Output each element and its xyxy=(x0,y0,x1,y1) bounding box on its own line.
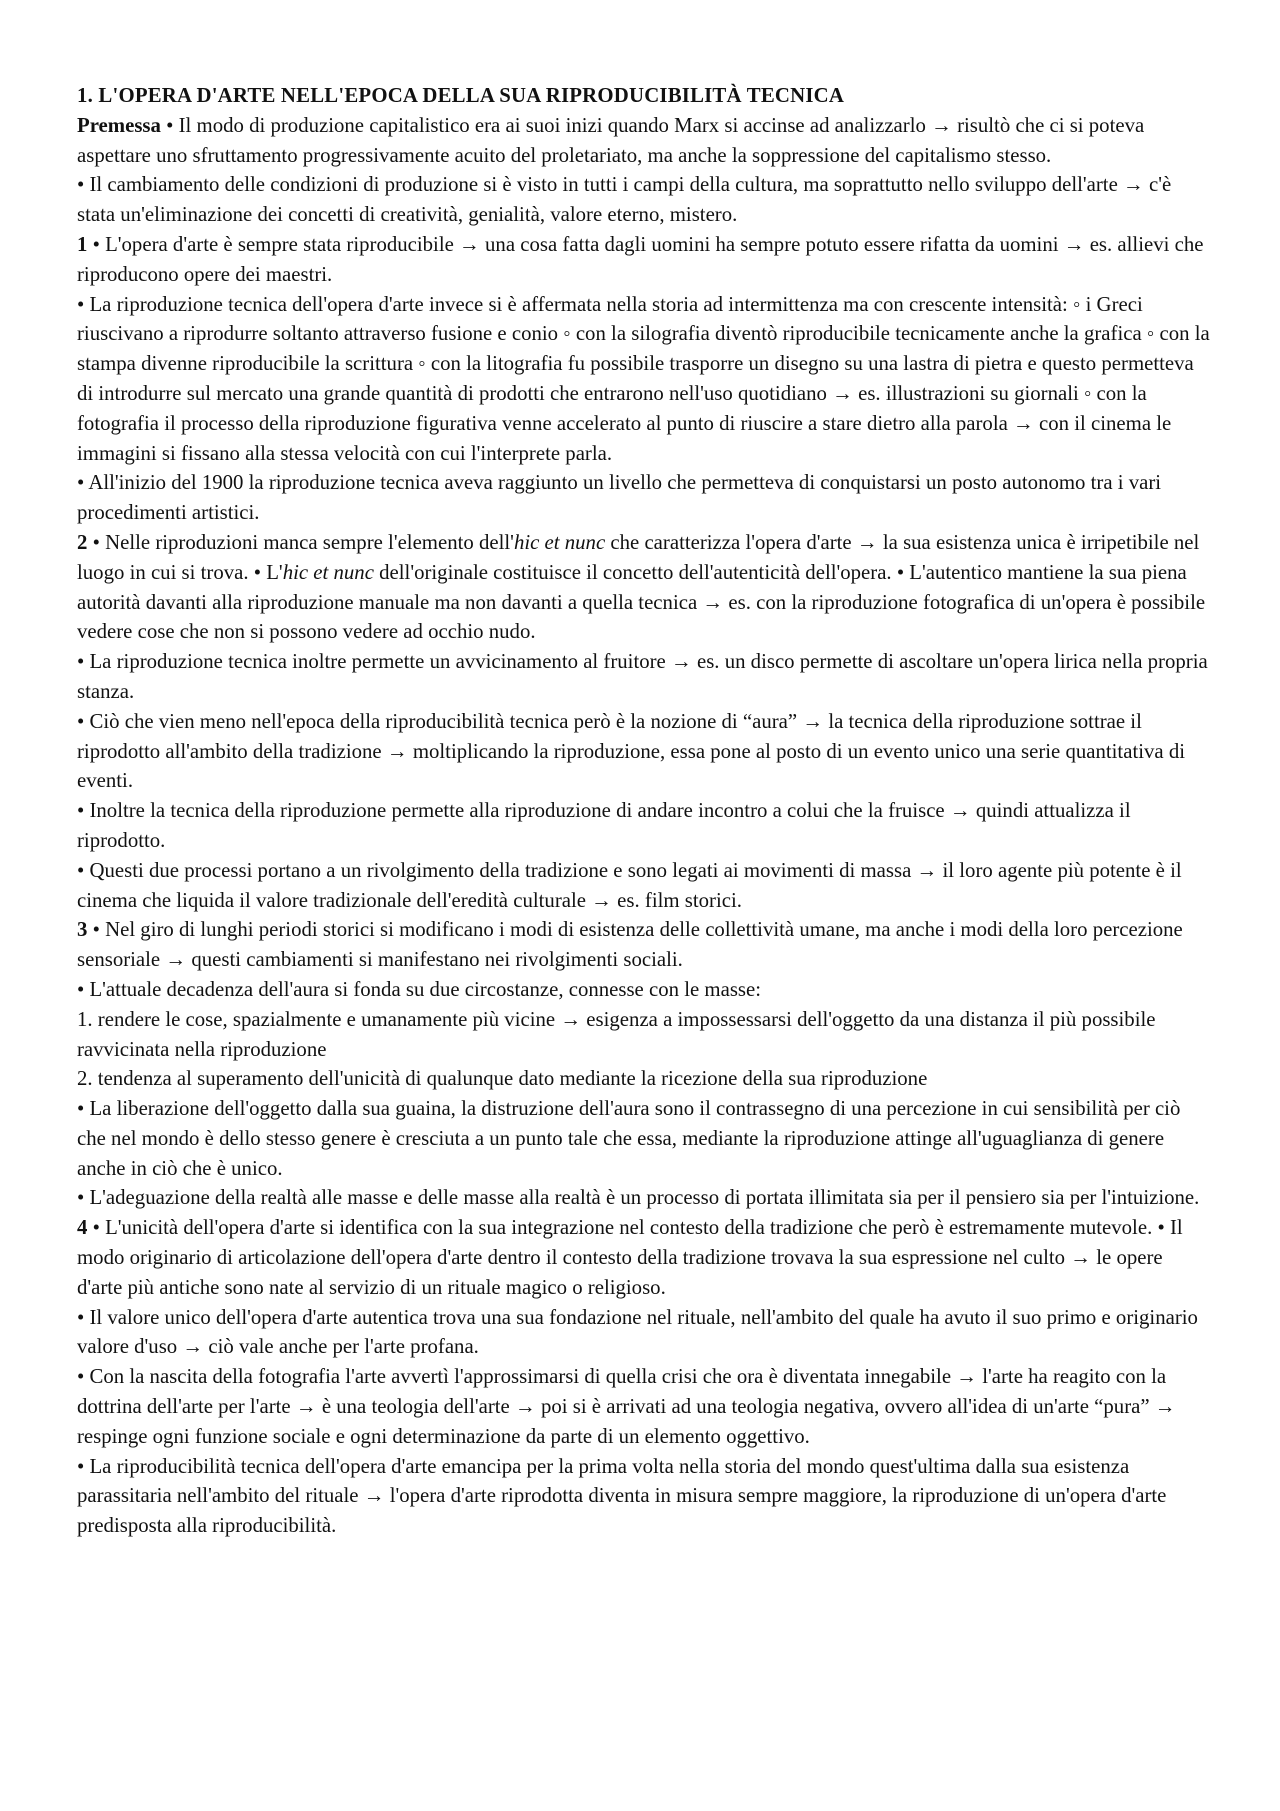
list-item xyxy=(77,1064,1210,1094)
paragraph-text: • Il valore unico dell'opera d'arte autentica trova una sua fondazione nel rituale, nell'ambito del quale ha avuto il suo primo e originario valore d'uso → ciò vale anche per l'arte profana. xyxy=(77,1305,1198,1359)
paragraph-label: 4 xyxy=(77,1216,88,1240)
paragraph-point-1 xyxy=(77,230,1210,290)
list-item xyxy=(77,1005,1210,1065)
paragraph xyxy=(77,170,1210,230)
paragraph-text: • Il modo di produzione capitalistico era ai suoi inizi quando Marx si accinse ad analizzarlo → risultò che ci si poteva aspettare uno sfruttamento progressivamente acuito del proletariato, ma anche la soppressione del capitalismo stesso. xyxy=(77,113,1145,167)
paragraph xyxy=(77,647,1210,707)
paragraph-text: • L'attuale decadenza dell'aura si fonda su due circostanze, connesse con le masse: xyxy=(77,977,762,1001)
paragraph-text: dell'originale costituisce il concetto dell'autenticità dell'opera. • L'autentico mantiene la sua piena autorità davanti alla riproduzione manuale ma non davanti a quella tecnica → es. con la riproduzione fotografica di un'opera è possibile vedere cose che non si possono vedere ad occhio nudo. xyxy=(77,560,1206,644)
paragraph-text: • Con la nascita della fotografia l'arte avvertì l'approssimarsi di quella crisi che ora è diventata innegabile → l'arte ha reagito con la dottrina dell'arte per l'arte → è una teologia dell'arte → poi si è arrivati ad una teologia negativa, ovvero all'idea di un'arte “pura” → respinge ogni funzione sociale e ogni determinazione da parte di un elemento oggettivo. xyxy=(77,1365,1176,1448)
paragraph-point-4 xyxy=(77,1213,1210,1302)
paragraph xyxy=(77,856,1210,916)
paragraph xyxy=(77,1452,1210,1541)
paragraph-text: • Inoltre la tecnica della riproduzione permette alla riproduzione di andare incontro a colui che la fruisce → quindi attualizza il riprodotto. xyxy=(77,799,1131,852)
paragraph-premessa xyxy=(77,111,1210,171)
paragraph-point-2 xyxy=(77,528,1210,647)
paragraph xyxy=(77,707,1210,796)
italic-term: hic et nunc xyxy=(513,530,606,554)
paragraph-text: • La riproducibilità tecnica dell'opera d'arte emancipa per la prima volta nella storia del mondo quest'ultima dalla sua esistenza parassitaria nell'ambito del rituale → l'opera d'arte riprodotta diventa in misura sempre maggiore, la riproduzione di un'opera d'arte predisposta alla riproducibilità. xyxy=(77,1454,1167,1538)
paragraph xyxy=(77,1183,1210,1213)
paragraph-text: • L'adeguazione della realtà alle masse e delle masse alla realtà è un processo di portata illimitata sia per il pensiero sia per l'intuizione. xyxy=(77,1186,1200,1210)
paragraph-label: Premessa xyxy=(77,113,161,137)
paragraph-point-3 xyxy=(77,915,1210,975)
paragraph xyxy=(77,290,1210,469)
paragraph-text: 2. tendenza al superamento dell'unicità di qualunque dato mediante la ricezione della sua riproduzione xyxy=(77,1067,928,1091)
paragraph xyxy=(77,796,1210,856)
paragraph-label: 2 xyxy=(77,530,88,554)
paragraph-label: 3 xyxy=(77,918,88,942)
paragraph-text: • L'opera d'arte è sempre stata riproducibile → una cosa fatta dagli uomini ha sempre potuto essere rifatta da uomini → es. allievi che riproducono opere dei maestri. xyxy=(77,232,1204,286)
paragraph xyxy=(77,1362,1210,1451)
paragraph xyxy=(77,1303,1210,1363)
paragraph-text: 1. rendere le cose, spazialmente e umanamente più vicine → esigenza a impossessarsi dell'oggetto da una distanza il più possibile ravvicinata nella riproduzione xyxy=(77,1007,1156,1061)
paragraph-text: • La liberazione dell'oggetto dalla sua guaina, la distruzione dell'aura sono il contrassegno di una percezione in cui sensibilità per ciò che nel mondo è dello stesso genere è cresciuta a un punto tale che essa, mediante la riproduzione attinge all'uguaglianza di genere anche in ciò che è unico. xyxy=(77,1097,1181,1180)
italic-term: hic et nunc xyxy=(282,560,374,584)
paragraph-text: • L'unicità dell'opera d'arte si identifica con la sua integrazione nel contesto della tradizione che però è estremamente mutevole. • Il modo originario di articolazione dell'opera d'arte dentro il contesto della tradizione trovava la sua espressione nel culto → le opere d'arte più antiche sono nate al servizio di un rituale magico o religioso. xyxy=(77,1216,1183,1299)
paragraph-text: • All'inizio del 1900 la riproduzione tecnica aveva raggiunto un livello che permetteva di conquistarsi un posto autonomo tra i vari procedimenti artistici. xyxy=(77,471,1162,525)
paragraph xyxy=(77,468,1210,528)
paragraph-text: • Nel giro di lunghi periodi storici si modificano i modi di esistenza delle collettività umane, ma anche i modi della loro percezione sensoriale → questi cambiamenti si manifestano nei rivolgimenti sociali. xyxy=(77,918,1183,972)
paragraph-label: 1 xyxy=(77,232,88,256)
paragraph-text: • Il cambiamento delle condizioni di produzione si è visto in tutti i campi della cultura, ma soprattutto nello sviluppo dell'arte → c'è stata un'eliminazione dei concetti di creatività, genialità, valore eterno, mistero. xyxy=(77,173,1172,227)
document-title: 1. L'OPERA D'ARTE NELL'EPOCA DELLA SUA RIPRODUCIBILITÀ TECNICA xyxy=(77,84,845,107)
paragraph-text: • La riproduzione tecnica dell'opera d'arte invece si è affermata nella storia ad intermittenza ma con crescente intensità: ◦ i Greci riuscivano a riprodurre soltanto attraverso fusione e conio ◦ con la silografia diventò riproducibile tecnicamente anche la grafica ◦ con la stampa divenne riproducibile la scrittura ◦ con la litografia fu possibile trasporre un disegno su una lastra di pietra e questo permetteva di introdurre sul mercato una grande quantità di prodotti che entrarono nell'uso quotidiano → es. illustrazioni su giornali ◦ con la fotografia il processo della riproduzione figurativa venne accelerato al punto di riuscire a stare dietro alla parola → con il cinema le immagini si fissano alla stessa velocità con cui l'interprete parla. xyxy=(77,292,1210,465)
paragraph-text: • Ciò che vien meno nell'epoca della riproducibilità tecnica però è la nozione di “aura” → la tecnica della riproduzione sottrae il riprodotto all'ambito della tradizione → moltiplicando la riproduzione, essa pone al posto di un evento unico una serie quantitativa di eventi. xyxy=(77,709,1186,793)
paragraph-text: • Nelle riproduzioni manca sempre l'elemento dell' xyxy=(87,530,514,554)
section-1-paragraphs xyxy=(77,111,1210,528)
paragraph-text: • La riproduzione tecnica inoltre permette un avvicinamento al fruitore → es. un disco permette di ascoltare un'opera lirica nella propria stanza. xyxy=(77,650,1208,703)
paragraph-text: • Questi due processi portano a un rivolgimento della tradizione e sono legati ai movimenti di massa → il loro agente più potente è il cinema che liquida il valore tradizionale dell'eredità culturale → es. film storici. xyxy=(77,858,1182,912)
paragraph-text: che caratterizza l'opera d'arte → la sua esistenza unica è irripetibile nel luogo in cui si trova. • L' xyxy=(77,530,1200,584)
paragraph xyxy=(77,975,1210,1005)
section-2-paragraphs xyxy=(77,647,1210,1541)
paragraph xyxy=(77,1094,1210,1183)
